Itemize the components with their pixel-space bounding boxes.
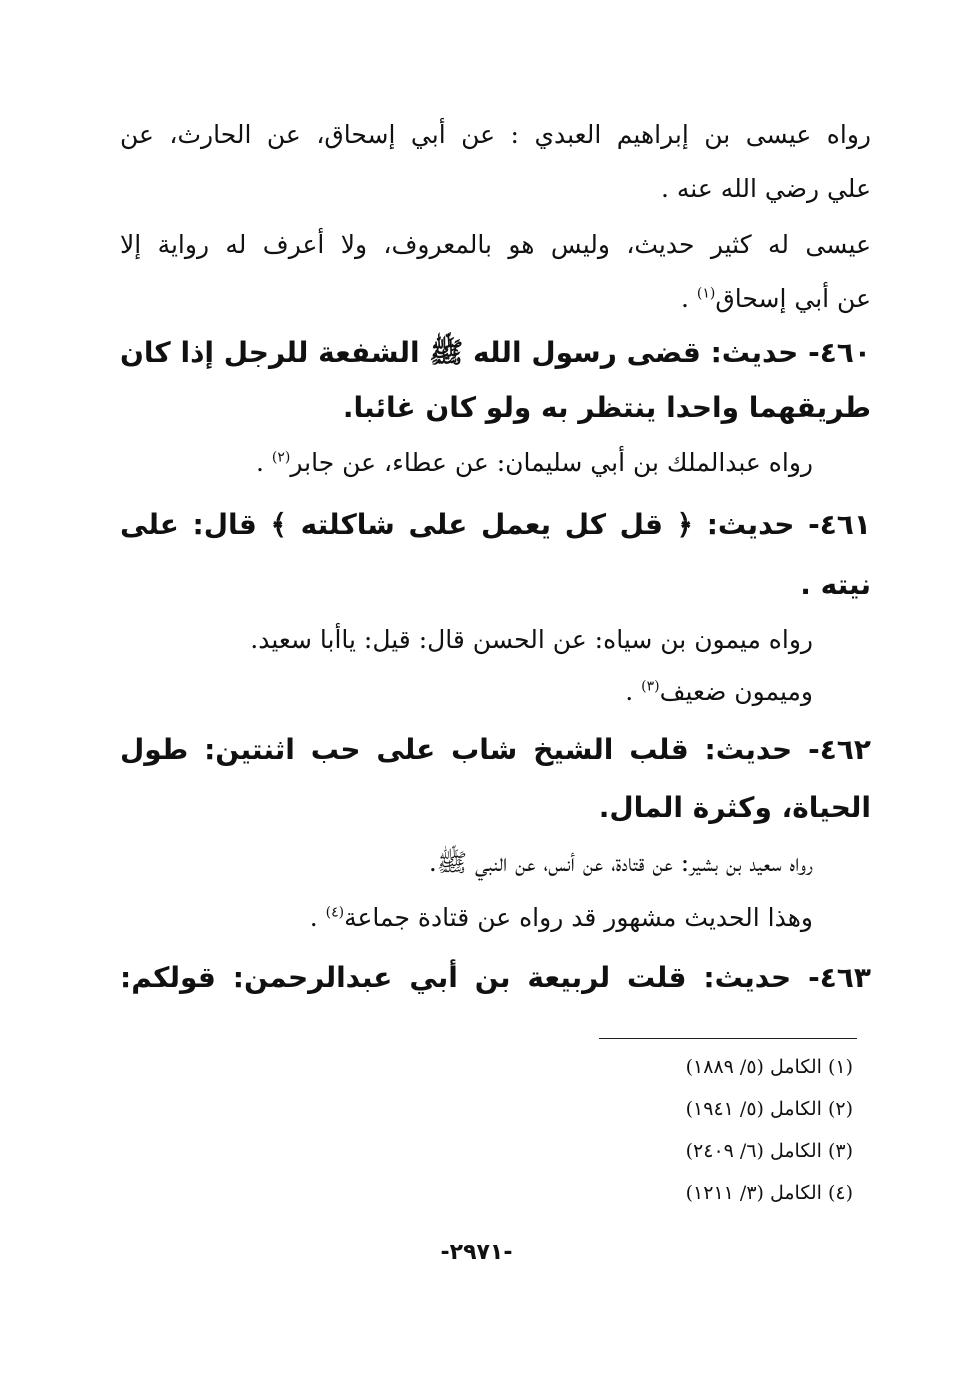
footnote: (٣) الكامل (٦/ ٢٤٠٩) bbox=[685, 1140, 853, 1162]
footnote: (٢) الكامل (٥/ ١٩٤١) bbox=[685, 1098, 853, 1120]
punctuation: . bbox=[680, 284, 697, 313]
footnote: (٤) الكامل (٣/ ١٢١١) bbox=[685, 1182, 853, 1204]
body-line bbox=[120, 282, 871, 316]
punctuation: . bbox=[309, 903, 326, 932]
body-line bbox=[120, 675, 813, 709]
hadith-heading: ٤٦٣- حديث: قلت لربيعة بن أبي عبدالرحمن: قولكم: bbox=[120, 961, 871, 994]
footnote-separator bbox=[599, 1038, 857, 1039]
footnote-marker: (٣) bbox=[641, 678, 660, 695]
body-line: رواه عيسى بن إبراهيم العبدي : عن أبي إسحاق، عن الحارث، عن bbox=[120, 120, 871, 149]
hadith-heading: ٤٦٠- حديث: قضى رسول الله ﷺ الشفعة للرجل إذا كان bbox=[120, 336, 871, 369]
hadith-heading: ٤٦١- حديث: ﴿ قل كل يعمل على شاكلته ﴾ قال: على bbox=[120, 508, 871, 541]
body-text: وميمون ضعيف bbox=[659, 677, 813, 706]
footnote-marker: (١) bbox=[696, 285, 716, 302]
punctuation: . bbox=[625, 677, 642, 706]
hadith-heading: طريقهما واحدا ينتظر به ولو كان غائبا. bbox=[342, 391, 871, 424]
body-text: رواه عبدالملك بن أبي سليمان: عن عطاء، عن جابر bbox=[290, 448, 813, 477]
body-line: علي رضي الله عنه . bbox=[660, 174, 871, 203]
hadith-heading: ٤٦٢- حديث: قلب الشيخ شاب على حب اثنتين: طول bbox=[120, 733, 871, 766]
body-line: رواه سعيد بن بشير: عن قتادة، عن أنس، عن النبي ﷺ. bbox=[428, 848, 813, 877]
footnote-marker: (٢) bbox=[271, 449, 291, 466]
hadith-heading: الحياة، وكثرة المال. bbox=[598, 791, 871, 824]
footnote-marker: (٤) bbox=[325, 904, 345, 921]
footnote: (١) الكامل (٥/ ١٨٨٩) bbox=[685, 1056, 853, 1078]
body-line bbox=[120, 446, 813, 480]
body-text: وهذا الحديث مشهور قد رواه عن قتادة جماعة bbox=[344, 903, 813, 932]
body-line bbox=[120, 901, 813, 935]
body-text: عن أبي إسحاق bbox=[715, 284, 871, 313]
body-line: عيسى له كثير حديث، وليس هو بالمعروف، ولا أعرف له رواية إلا bbox=[120, 230, 871, 259]
page-number: -٢٩٧١- bbox=[440, 1240, 513, 1265]
body-line: رواه ميمون بن سياه: عن الحسن قال: قيل: ياأبا سعيد. bbox=[250, 625, 813, 654]
hadith-heading: نيته . bbox=[800, 568, 871, 601]
punctuation: . bbox=[255, 448, 272, 477]
